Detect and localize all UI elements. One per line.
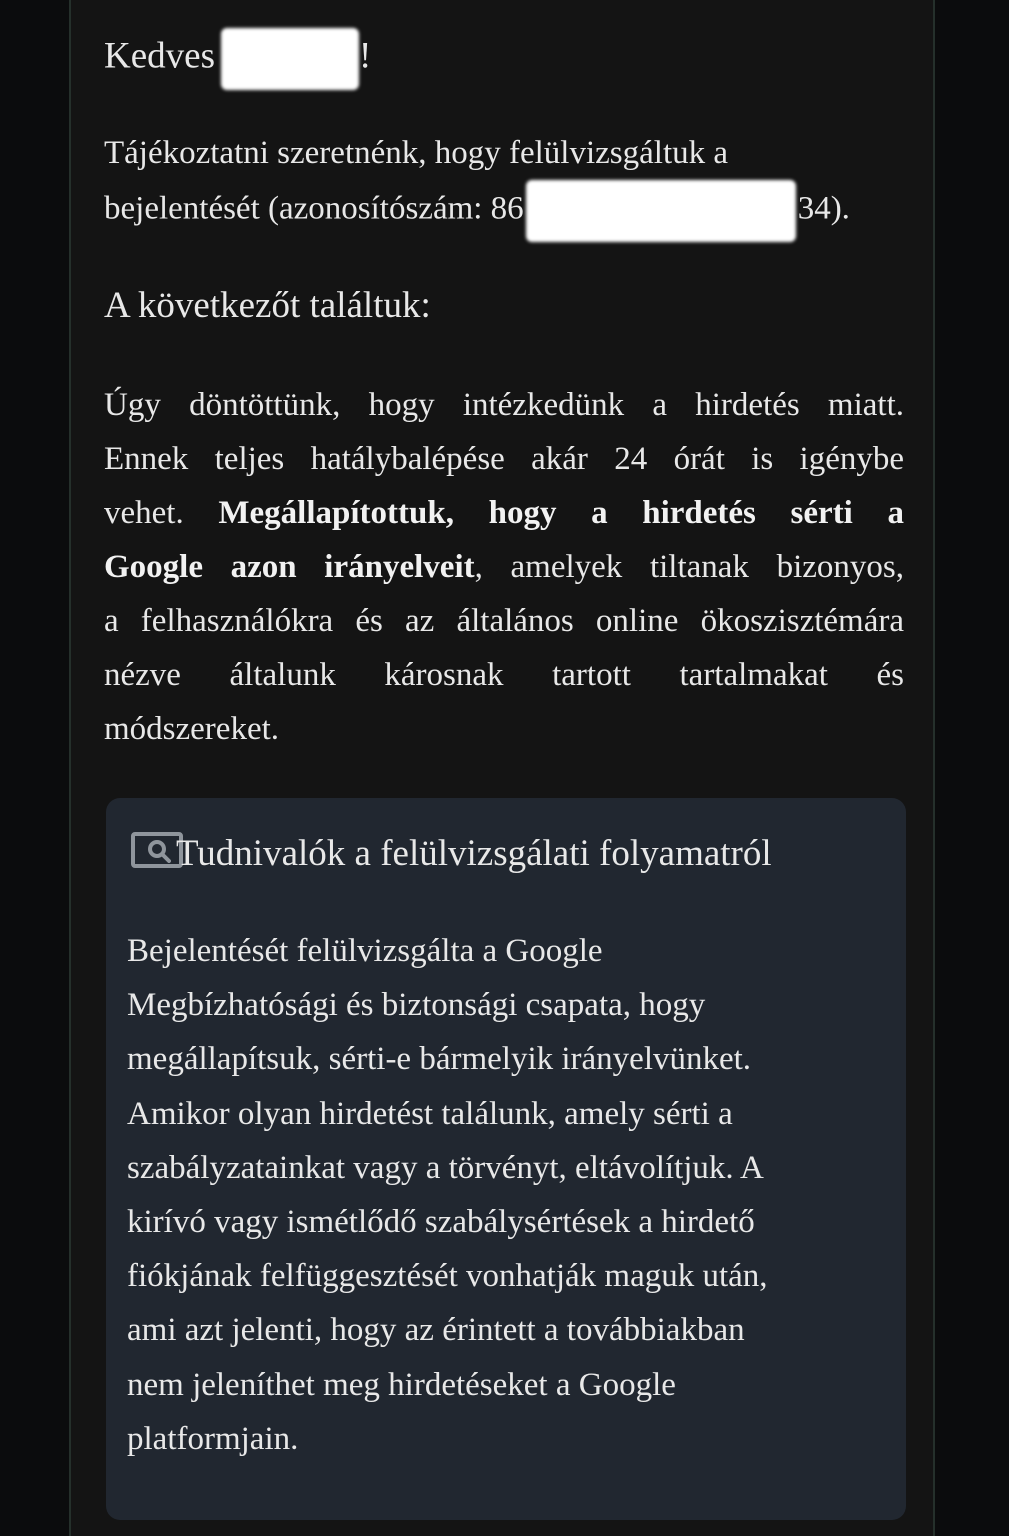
- decision-line-2: Ennek teljes hatálybalépése akár 24 órát is igénybe: [104, 441, 904, 477]
- decision-line-3-bold: Megállapítottuk, hogy a hirdetés sérti a: [218, 495, 905, 531]
- email-body[interactable]: [69, 0, 935, 1536]
- decision-line-3: [104, 486, 904, 540]
- decision-line-4-normal: , amelyek tiltanak bizonyos,: [474, 549, 905, 585]
- review-line: szabályzatainkat vagy a törvényt, eltávolítjuk. A: [127, 1149, 764, 1186]
- review-line: kirívó vagy ismétlődő szabálysértések a hirdető: [127, 1204, 755, 1241]
- intro-line-2: [104, 180, 924, 242]
- decision-line-3-normal: vehet.: [104, 495, 219, 531]
- review-card-body: [127, 924, 847, 1466]
- decision-line-6: nézve általunk károsnak tartott tartalmakat és: [104, 657, 904, 693]
- review-line: Bejelentését felülvizsgálta a Google: [127, 933, 603, 969]
- review-line: Megbízhatósági és biztonsági csapata, hogy: [127, 987, 706, 1024]
- review-line: fiókjának felfüggesztését vonhatják maguk után,: [127, 1258, 768, 1295]
- greeting: [104, 28, 371, 90]
- redacted-id: [526, 180, 796, 242]
- review-line: platformjain.: [127, 1420, 299, 1457]
- found-heading: A következőt találtuk:: [104, 285, 431, 326]
- review-card-title: Tudnivalók a felülvizsgálati folyamatról: [176, 833, 772, 874]
- intro-line-2-start: bejelentését (azonosítószám: 86: [104, 190, 524, 227]
- decision-line-7: módszereket.: [104, 711, 280, 747]
- decision-paragraph: [104, 378, 904, 756]
- intro-line-1: Tájékoztatni szeretnénk, hogy felülvizsgáltuk a: [104, 135, 729, 171]
- redacted-name: [221, 28, 359, 90]
- intro-paragraph: [104, 126, 924, 242]
- decision-line-1: Úgy döntöttünk, hogy intézkedünk a hirdetés miatt.: [104, 387, 904, 423]
- review-line: megállapítsuk, sérti-e bármelyik irányelvünket.: [127, 1041, 752, 1078]
- decision-line-4-bold: Google azon irányelveit: [104, 549, 475, 585]
- review-line: Amikor olyan hirdetést találunk, amely sérti a: [127, 1095, 733, 1132]
- intro-line-2-end: 34).: [797, 190, 850, 227]
- decision-line-4: [104, 540, 904, 594]
- review-line: nem jeleníthet meg hirdetéseket a Google: [127, 1366, 676, 1403]
- decision-line-5: a felhasználókra és az általános online ökoszisztémára: [104, 603, 904, 639]
- greeting-prefix: Kedves: [104, 35, 215, 77]
- review-line: ami azt jelenti, hogy az érintett a továbbiakban: [127, 1312, 745, 1349]
- greeting-suffix: !: [358, 35, 372, 77]
